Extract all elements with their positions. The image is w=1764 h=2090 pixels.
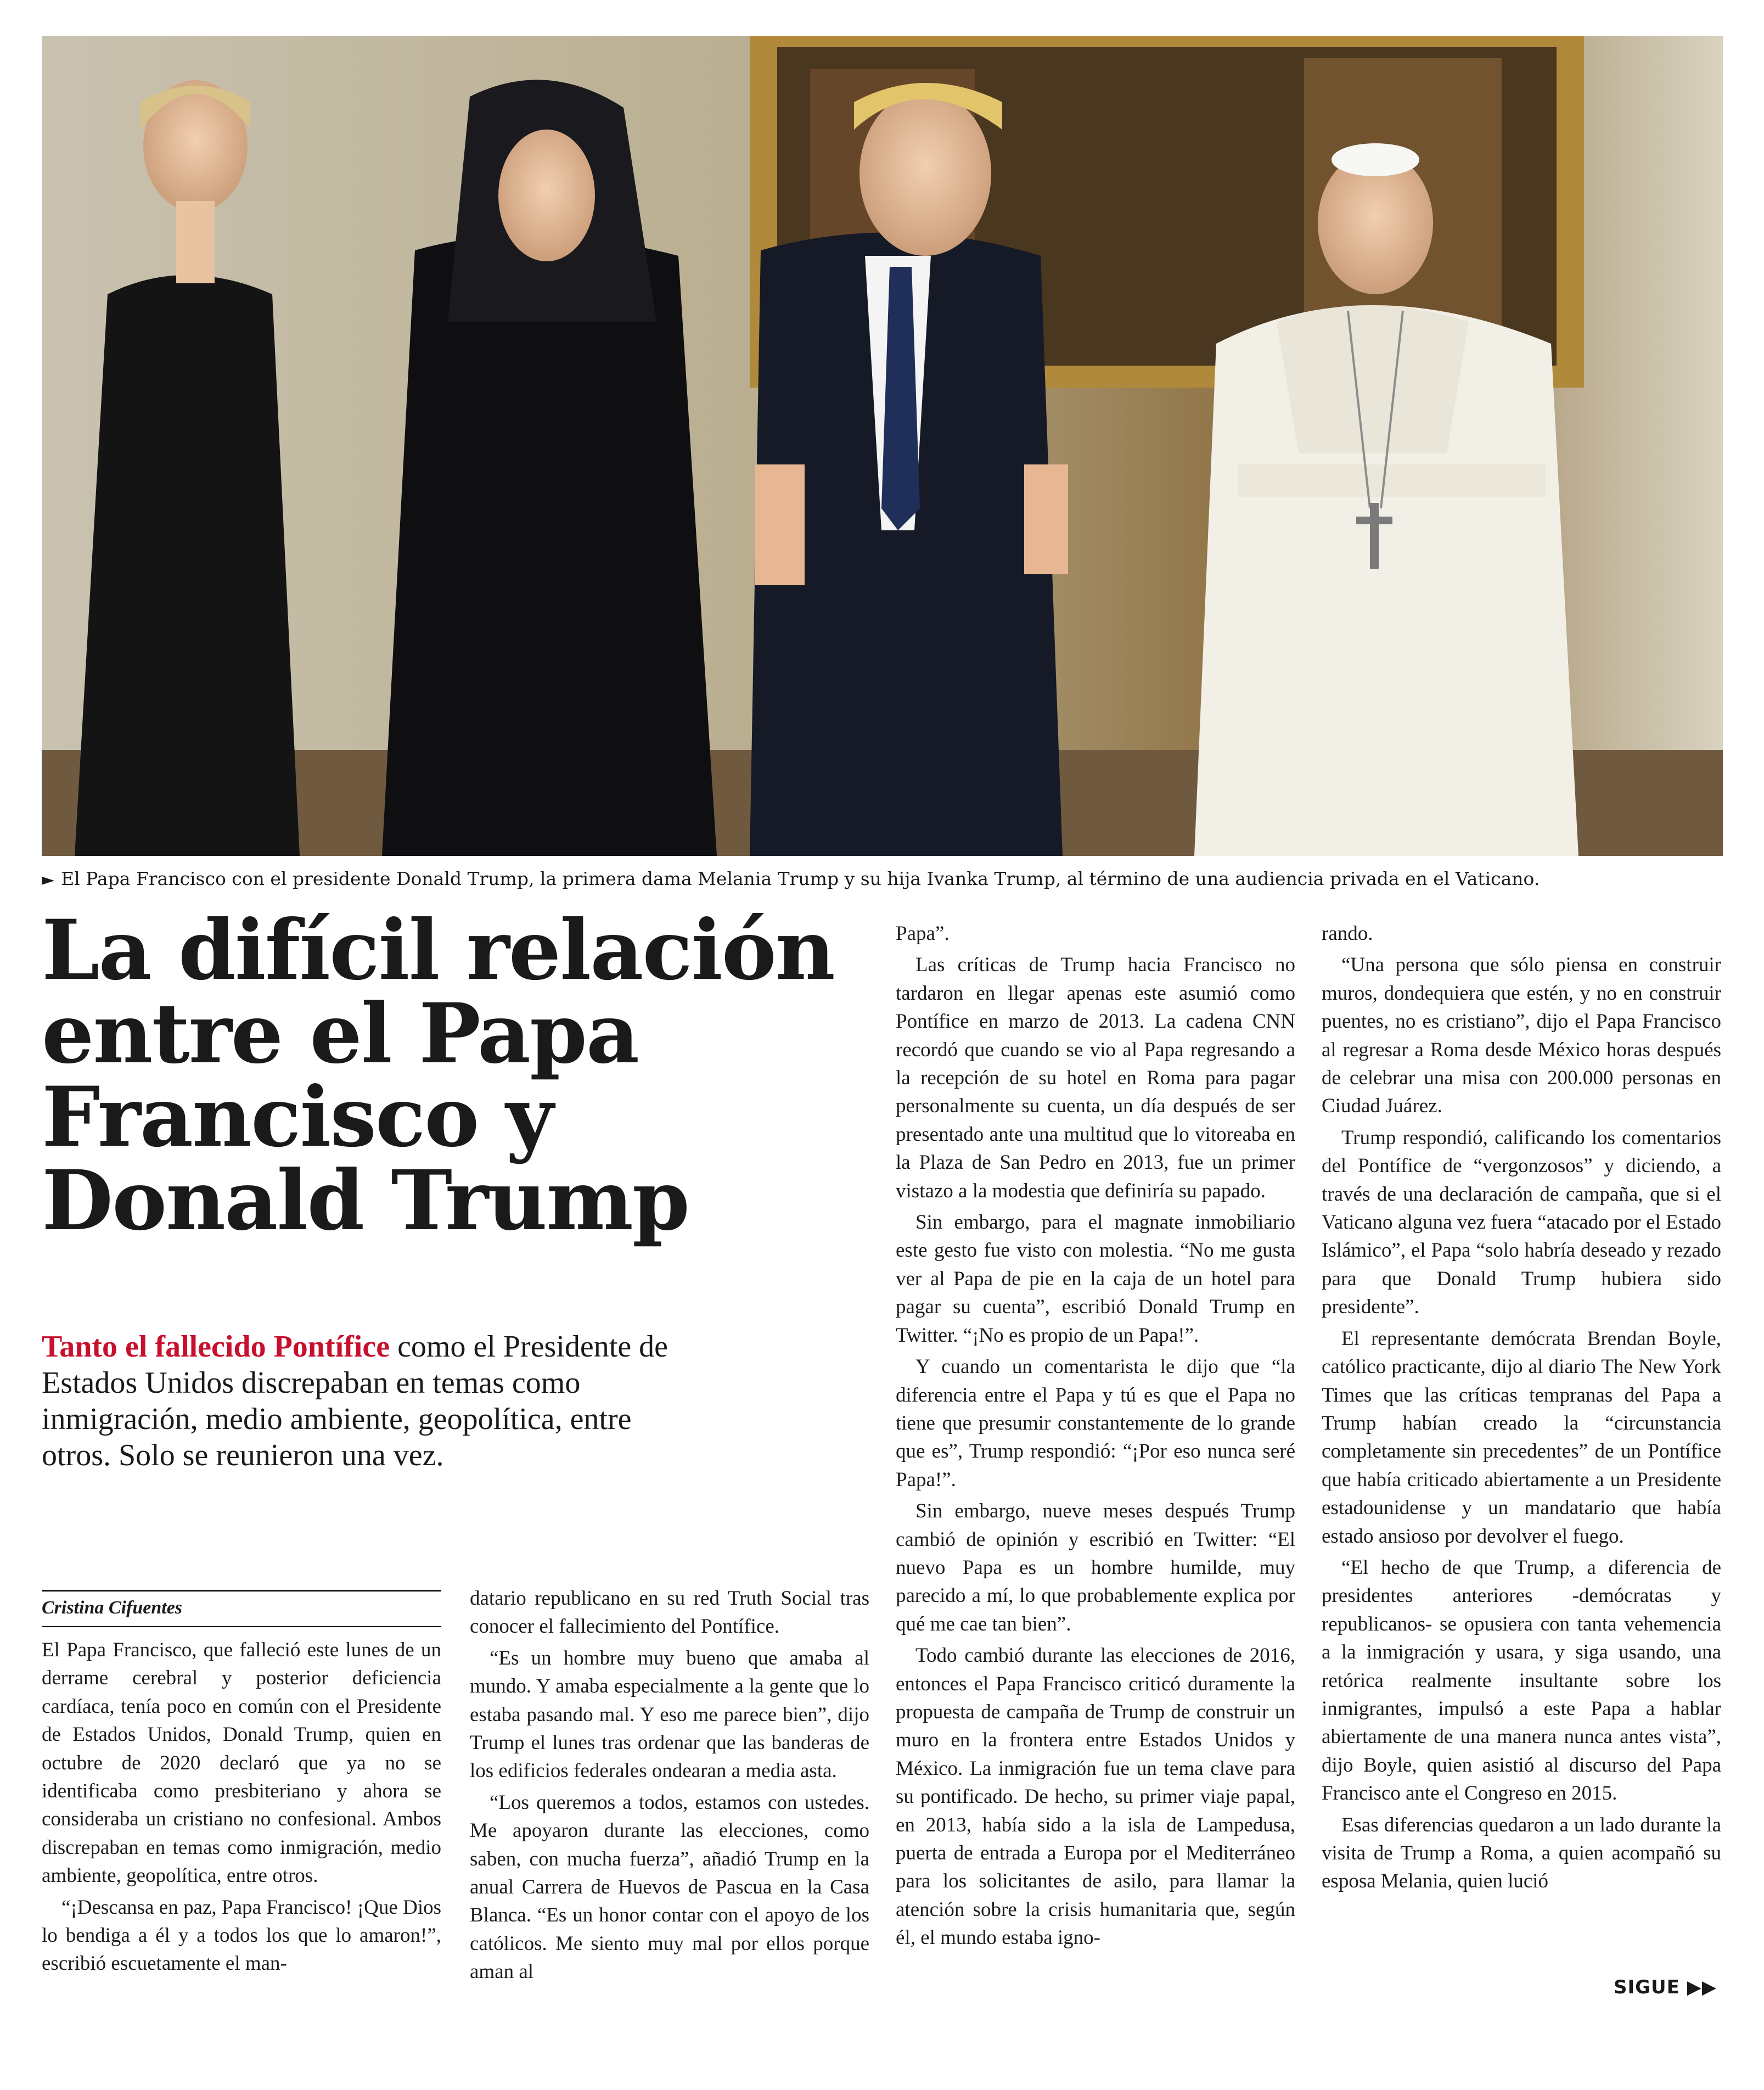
photo-illustration [42,36,1723,856]
paragraph: El representante demócrata Brendan Boyle, católico practicante, dijo al diario The New York Times que las críticas tempranas del Papa a Trump habían creado la “circunstancia completamente sin precedentes” de un Pontífice que había criticado abiertamente a un Presidente estadounidense y un mandatario que había estado ansioso por devolver el fuego. [1322,1327,1721,1548]
deck-kicker: Tanto el fallecido Pontífice [42,1330,390,1364]
deck-text: como el Presidente de Estados Unidos discrepaban en temas como inmigración, medio ambiente, geopolítica, entre otros. Solo se reunieron una vez. [42,1330,668,1472]
article-photo [42,36,1723,856]
byline-top-rule [42,1590,441,1592]
paragraph: Las críticas de Trump hacia Francisco no tardaron en llegar apenas este asumió como Pontífice en marzo de 2013. La cadena CNN recordó que cuando se vio al Papa regresando a la recepción de su hotel en Roma para pagar personalmente su cuenta, un día después de ser presentado ante una multitud que lo vitoreaba en la Plaza de San Pedro en 2013, fue un primer vistazo a la modestia que definiría su papado. [896,954,1295,1202]
article-deck [42,1329,700,1473]
paragraph: “El hecho de que Trump, a diferencia de presidentes anteriores -demócratas y republicanos- se opusiera con tanta vehemencia a la inmigración y usara, y siga usando, una retórica realmente insultante sobre los inmigrantes, impulsó a este Papa a hablar abiertamente de una manera nunca antes vista”, dijo Boyle, quien asistió al discurso del Papa Francisco ante el Congreso en 2015. [1322,1556,1721,1805]
article-column-1 [42,1636,441,1976]
paragraph: “Una persona que sólo piensa en construir muros, dondequiera que estén, y no en construir puentes, no es cristiano”, dijo el Papa Francisco al regresar a Roma desde México horas después de celebrar una misa con 200.000 personas en Ciudad Juárez. [1322,954,1721,1118]
paragraph: “¡Descansa en paz, Papa Francisco! ¡Que Dios lo bendiga a él y a todos los que lo amaron!”, escribió escuetamente el man- [42,1896,441,1975]
article-column-3 [896,920,1295,1979]
article-headline: La difícil relación entre el Papa Francisco y Donald Trump [42,902,834,1249]
paragraph: datario republicano en su red Truth Social tras conocer el fallecimiento del Pontífice. [470,1587,869,1638]
paragraph: Trump respondió, calificando los comentarios del Pontífice de “vergonzosos” y diciendo, a través de una declaración de campaña, que si el Vaticano alguna vez fuera “atacado por el Estado Islámico”, el Papa “solo habría deseado y rezado para que Donald Trump hubiera sido presidente”. [1322,1126,1721,1319]
paragraph: Sin embargo, para el magnate inmobiliario este gesto fue visto con molestia. “No me gusta ver al Papa de pie en la caja de un hotel para pagar su cuenta”, escribió Donald Trump en Twitter. “¡No es propio de un Papa!”. [896,1211,1295,1347]
byline: Cristina Cifuentes [42,1598,183,1618]
caption-marker-icon: ► [42,870,55,889]
caption-text: El Papa Francisco con el presidente Donald Trump, la primera dama Melania Trump y su hija Ivanka Trump, al término de una audiencia privada en el Vaticano. [61,868,1540,889]
photo-caption [42,865,1723,894]
paragraph: El Papa Francisco, que falleció este lunes de un derrame cerebral y posterior deficiencia cardíaca, tenía poco en común con el Presidente de Estados Unidos, Donald Trump, quien en octubre de 2020 declaró que ya no se identificaba como presbiteriano y ahora se consideraba un cristiano no confesional. Ambos discrepaban en temas como inmigración, medio ambiente, geopolítica, entre otros. [42,1639,441,1887]
article-column-2 [470,1584,869,1983]
paragraph: rando. [1322,922,1373,945]
article-column-4 [1322,920,1721,1979]
paragraph: Esas diferencias quedaron a un lado durante la visita de Trump a Roma, a quien acompañó su esposa Melania, quien lució [1322,1813,1721,1893]
continued-marker[interactable]: SIGUE ▶▶ [1614,1976,1717,1998]
paragraph: Papa”. [896,922,950,945]
byline-bottom-rule [42,1626,441,1627]
paragraph: “Los queremos a todos, estamos con ustedes. Me apoyaron durante las elecciones, como saben, con mucha fuerza”, añadió Trump en la anual Carrera de Huevos de Pascua en la Casa Blanca. “Es un honor contar con el apoyo de los católicos. Me siento muy mal por ellos porque aman al [470,1791,869,1983]
paragraph: Y cuando un comentarista le dijo que “la diferencia entre el Papa y tú es que el Papa no tiene que presumir constantemente de lo grande que es”, Trump respondió: “¡Por eso nunca seré Papa!”. [896,1355,1295,1491]
paragraph: Todo cambió durante las elecciones de 2016, entonces el Papa Francisco criticó duramente la propuesta de campaña de Trump de construir un muro en la frontera entre Estados Unidos y México. La inmigración fue un tema clave para su pontificado. De hecho, su primer viaje papal, en 2013, había sido a la isla de Lampedusa, puerta de entrada a Europa por el Mediterráneo para los solicitantes de asilo, para llamar la atención sobre la crisis humanitaria que, según él, el mundo estaba igno- [896,1644,1295,1949]
paragraph: Sin embargo, nueve meses después Trump cambió de opinión y escribió en Twitter: “El nuevo Papa es un hombre humilde, muy parecido a mí, lo que probablemente explica por qué me cae tan bien”. [896,1500,1295,1635]
paragraph: “Es un hombre muy bueno que amaba al mundo. Y amaba especialmente a la gente que lo estaba pasando mal. Y eso me parece bien”, dijo Trump el lunes tras ordenar que las banderas de los edificios federales ondearan a media asta. [470,1646,869,1783]
